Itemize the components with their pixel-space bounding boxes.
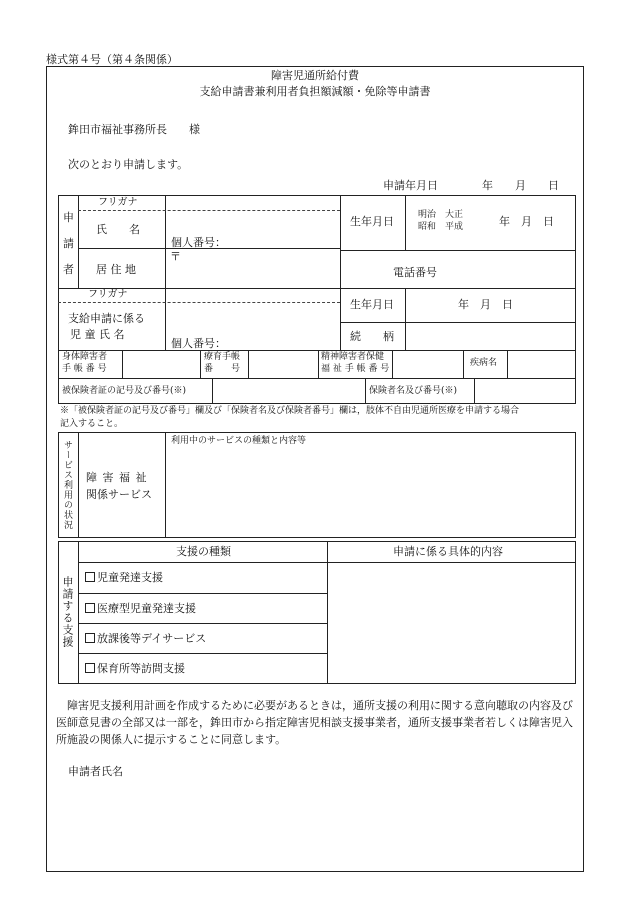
physical-handbook-label-1: 身体障害者 <box>62 352 108 362</box>
child-birth-label: 生年月日 <box>350 298 394 311</box>
title-line-2: 支給申請書兼利用者負担額減額・免除等申請書 <box>199 85 431 98</box>
insured-card-label: 被保険者証の記号及び番号(※) <box>62 386 187 396</box>
child-personal-number: 個人番号： <box>171 337 226 350</box>
applicant-personal-number: 個人番号： <box>171 236 226 249</box>
physical-handbook-label-2: 手 帳 番 号 <box>62 364 107 374</box>
applicant-birth-ymd: 年 月 日 <box>499 215 554 228</box>
title-line-1: 障害児通所給付費 <box>271 69 359 82</box>
applicant-era-1: 明治 大正 <box>418 210 464 220</box>
applicant-birth-label: 生年月日 <box>350 215 394 228</box>
welfare-service-label-1: 障 害 福 祉 <box>86 471 148 484</box>
support-option-medical-child-development[interactable]: 医療型児童発達支援 <box>85 603 196 614</box>
child-birth-ymd: 年 月 日 <box>458 298 513 311</box>
applicant-address-label: 居 住 地 <box>96 263 136 276</box>
child-furigana-label: フリガナ <box>88 289 128 300</box>
support-type-header: 支援の種類 <box>176 545 231 558</box>
rehab-handbook-label-1: 療育手帳 <box>204 352 241 362</box>
child-name-label-2: 児 童 氏 名 <box>70 328 125 341</box>
support-detail-header: 申請に係る具体的内容 <box>393 545 503 558</box>
service-content-header: 利用中のサービスの種類と内容等 <box>171 436 307 446</box>
phone-label: 電話番号 <box>393 266 437 279</box>
consent-text: 障害児支援利用計画を作成するために必要があるときは，通所支援の利用に関する意向聴取の内容及び医師意見書の全部又は一部を，鉾田市から指定障害児相談支援事業者，通所支援事業者若しくは障害児入所施設の関係人に提示することに同意します。 <box>56 699 573 746</box>
support-option-after-school-day-service[interactable]: 放課後等デイサービス <box>85 633 206 644</box>
note-line-1: ※「被保険者証の記号及び番号」欄及び「保険者名及び保険者番号」欄は，肢体不自由児通所医療を申請する場合 <box>60 406 520 416</box>
checkbox-icon[interactable] <box>85 572 95 582</box>
support-option-nursery-visit-support[interactable]: 保育所等訪問支援 <box>85 663 185 674</box>
applicant-era-2: 昭和 平成 <box>418 222 464 232</box>
rehab-handbook-label-2: 番 号 <box>204 364 241 374</box>
mental-handbook-label-1: 精神障害者保健 <box>321 352 385 362</box>
postal-mark: 〒 <box>170 250 181 263</box>
service-usage-table <box>58 432 576 538</box>
support-side-label: 申請する支援 <box>61 576 74 648</box>
checkbox-icon[interactable] <box>85 663 95 673</box>
intro-text: 次のとおり申請します。 <box>68 158 189 171</box>
mental-handbook-label-2: 福 祉 手 帳 番 号 <box>321 364 390 374</box>
addressee: 鉾田市福祉事務所長 様 <box>68 123 200 136</box>
applicant-side-label-1: 申 <box>63 211 74 224</box>
relation-label: 続 柄 <box>350 330 394 343</box>
disease-label: 疾病名 <box>470 358 498 368</box>
note-line-2: 記入すること。 <box>60 419 124 429</box>
child-name-label-1: 支給申請に係る <box>68 312 145 325</box>
service-usage-side-label: サービス利用の状況 <box>62 440 72 530</box>
checkbox-icon[interactable] <box>85 633 95 643</box>
applicant-furigana-label: フリガナ <box>98 197 138 208</box>
checkbox-icon[interactable] <box>85 603 95 613</box>
insurer-label: 保険者名及び番号(※) <box>369 386 458 396</box>
applicant-side-label-2: 請 <box>63 237 74 250</box>
support-option-child-development[interactable]: 児童発達支援 <box>85 572 163 583</box>
welfare-service-label-2: 関係サービス <box>86 488 152 501</box>
signature-label: 申請者氏名 <box>68 765 123 778</box>
application-date: 申請年月日 年 月 日 <box>383 179 559 192</box>
form-number: 様式第４号（第４条関係） <box>46 53 178 66</box>
applicant-name-label: 氏 名 <box>96 223 140 236</box>
applicant-side-label-3: 者 <box>63 263 74 276</box>
